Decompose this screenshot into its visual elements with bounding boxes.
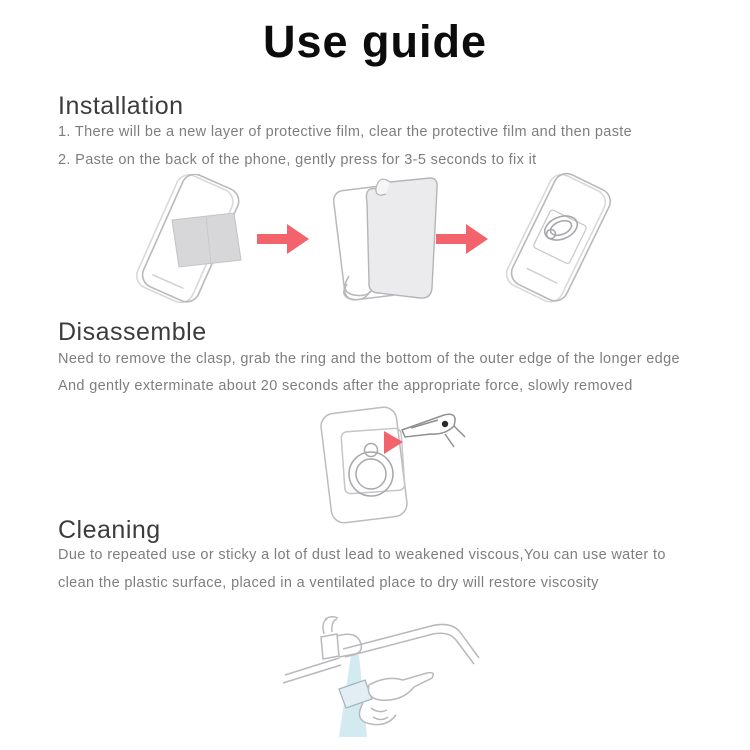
disassemble-line-1: Need to remove the clasp, grab the ring and the bottom of the outer edge of the longer edge [58,351,680,367]
phone-with-ring-holder-icon [503,172,621,308]
cleaning-line-2: clean the plastic surface, placed in a ventilated place to dry will restore viscosity [58,575,599,591]
cleaning-line-1: Due to repeated use or sticky a lot of dust lead to weakened viscous,You can use water to [58,547,666,563]
rinse-under-faucet-icon [281,609,486,747]
pry-ring-holder-with-tool-icon [296,404,481,524]
arrow-right-icon [436,221,490,257]
arrow-right-icon [257,221,311,257]
peel-protective-film-icon [333,172,451,308]
disassemble-line-2: And gently exterminate about 20 seconds after the appropriate force, slowly removed [58,378,633,394]
installation-heading: Installation [58,92,184,120]
installation-step-1: 1. There will be a new layer of protective film, clear the protective film and then paste [58,124,633,140]
installation-step-2: 2. Paste on the back of the phone, gently press for 3-5 seconds to fix it [58,152,537,168]
page-title: Use guide [262,16,488,67]
disassemble-heading: Disassemble [58,318,207,346]
cleaning-heading: Cleaning [58,516,161,544]
phone-with-adhesive-film-icon [118,174,260,306]
